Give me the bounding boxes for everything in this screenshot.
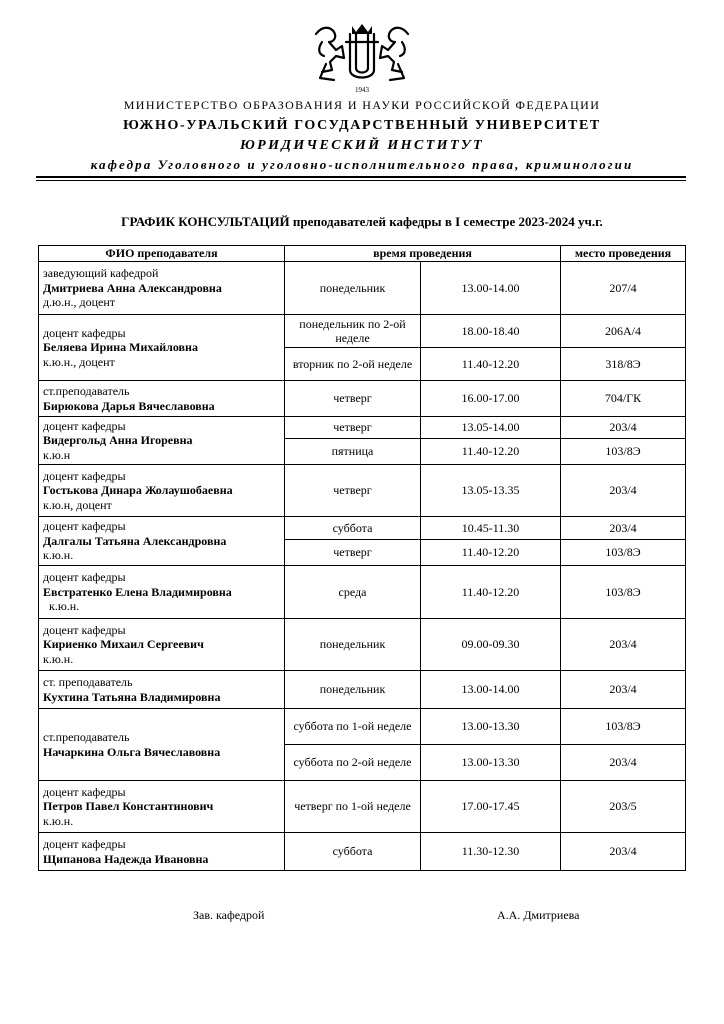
- signature-role: Зав. кафедрой: [193, 908, 265, 922]
- teacher-name: Кухтина Татьяна Владимировна: [43, 689, 221, 704]
- teacher-position: заведующий кафедрой: [43, 266, 159, 281]
- teacher-cell: [39, 833, 285, 871]
- teacher-position: доцент кафедры: [43, 519, 126, 534]
- teacher-cell: [39, 619, 285, 671]
- teacher-cell: [39, 517, 285, 566]
- logo-year: 1943: [355, 86, 369, 94]
- slot-time: 13.00-14.00: [421, 262, 561, 315]
- col-header-place: место проведения: [561, 246, 686, 262]
- slot-time: 13.05-13.35: [421, 465, 561, 517]
- teacher-position: доцент кафедры: [43, 837, 126, 852]
- table-row: [39, 619, 686, 671]
- slot-room: 203/4: [561, 833, 686, 871]
- slot-day: четверг: [285, 381, 421, 417]
- slot-time: 13.00-14.00: [421, 671, 561, 709]
- slot-time: 13.00-13.30: [421, 709, 561, 745]
- slot-room: 318/8Э: [561, 348, 686, 381]
- slot-time: 11.40-12.20: [421, 540, 561, 566]
- slot-day: суббота по 1-ой неделе: [285, 709, 421, 745]
- slot-day: четверг: [285, 540, 421, 566]
- teacher-position: доцент кафедры: [43, 784, 126, 799]
- teacher-name: Бирюкова Дарья Вячеславовна: [43, 398, 215, 413]
- teacher-degree: к.ю.н: [43, 447, 71, 462]
- table-row: [39, 781, 686, 833]
- teacher-position: ст. преподаватель: [43, 675, 133, 690]
- table-header-row: [39, 246, 686, 262]
- teacher-position: ст.преподаватель: [43, 384, 130, 399]
- teacher-cell: [39, 417, 285, 465]
- slot-time: 10.45-11.30: [421, 517, 561, 540]
- teacher-cell: [39, 315, 285, 381]
- slot-room: 203/4: [561, 671, 686, 709]
- slot-day: среда: [285, 566, 421, 619]
- table-row: [39, 417, 686, 439]
- slot-time: 09.00-09.30: [421, 619, 561, 671]
- slot-time: 11.40-12.20: [421, 439, 561, 465]
- slot-room: 206А/4: [561, 315, 686, 348]
- slot-time: 16.00-17.00: [421, 381, 561, 417]
- teacher-name: Видергольд Анна Игоревна: [43, 433, 193, 448]
- teacher-position: доцент кафедры: [43, 622, 126, 637]
- teacher-degree: к.ю.н.: [43, 813, 74, 828]
- teacher-name: Кириенко Михаил Сергеевич: [43, 637, 204, 652]
- slot-day: понедельник по 2-ой неделе: [285, 315, 421, 348]
- teacher-name: Далгалы Татьяна Александровна: [43, 533, 227, 548]
- slot-room: 103/8Э: [561, 566, 686, 619]
- teacher-cell: [39, 709, 285, 781]
- table-row: [39, 262, 686, 315]
- slot-room: 103/8Э: [561, 540, 686, 566]
- teacher-name: Начаркина Ольга Вячеславовна: [43, 744, 221, 759]
- teacher-position: доцент кафедры: [43, 570, 126, 585]
- slot-room: 203/4: [561, 417, 686, 439]
- table-row: [39, 709, 686, 745]
- slot-room: 203/4: [561, 745, 686, 781]
- slot-day: вторник по 2-ой неделе: [285, 348, 421, 381]
- consultation-schedule-table: [38, 245, 686, 871]
- teacher-name: Дмитриева Анна Александровна: [43, 280, 222, 295]
- slot-room: 203/4: [561, 517, 686, 540]
- document-title: ГРАФИК КОНСУЛЬТАЦИЙ преподавателей кафедры в I семестре 2023-2024 уч.г.: [121, 214, 603, 229]
- slot-time: 13.00-13.30: [421, 745, 561, 781]
- header-rule-thick: [36, 176, 686, 178]
- teacher-name: Гостькова Динара Жолаушобаевна: [43, 483, 233, 498]
- header-rule-thin: [36, 180, 686, 181]
- teacher-position: доцент кафедры: [43, 325, 126, 340]
- slot-room: 103/8Э: [561, 439, 686, 465]
- slot-room: 704/ГК: [561, 381, 686, 417]
- table-row: [39, 671, 686, 709]
- university-logo: [312, 20, 412, 95]
- teacher-degree: к.ю.н.: [43, 548, 74, 563]
- teacher-cell: [39, 671, 285, 709]
- table-row: [39, 517, 686, 540]
- slot-time: 11.40-12.20: [421, 348, 561, 381]
- teacher-position: доцент кафедры: [43, 468, 126, 483]
- slot-time: 11.40-12.20: [421, 566, 561, 619]
- slot-day: четверг: [285, 465, 421, 517]
- teacher-cell: [39, 262, 285, 315]
- slot-day: суббота: [285, 517, 421, 540]
- slot-day: суббота по 2-ой неделе: [285, 745, 421, 781]
- teacher-degree: к.ю.н., доцент: [43, 354, 115, 369]
- institute-name: ЮРИДИЧЕСКИЙ ИНСТИТУТ: [239, 138, 484, 153]
- teacher-position: доцент кафедры: [43, 418, 126, 433]
- col-header-time: время проведения: [285, 246, 561, 262]
- university-name: ЮЖНО-УРАЛЬСКИЙ ГОСУДАРСТВЕННЫЙ УНИВЕРСИТЕТ: [123, 118, 601, 133]
- slot-day: понедельник: [285, 671, 421, 709]
- department-name: кафедра Уголовного и уголовно-исполнительного права, криминологии: [90, 157, 634, 172]
- table-row: [39, 566, 686, 619]
- teacher-degree: к.ю.н, доцент: [43, 497, 112, 512]
- slot-day: понедельник: [285, 619, 421, 671]
- teacher-cell: [39, 566, 285, 619]
- teacher-cell: [39, 465, 285, 517]
- slot-room: 207/4: [561, 262, 686, 315]
- ministry-line: МИНИСТЕРСТВО ОБРАЗОВАНИЯ И НАУКИ РОССИЙСКОЙ ФЕДЕРАЦИИ: [123, 98, 601, 112]
- teacher-degree: д.ю.н., доцент: [43, 295, 116, 310]
- slot-time: 13.05-14.00: [421, 417, 561, 439]
- table-row: [39, 381, 686, 417]
- teacher-degree: к.ю.н.: [43, 651, 74, 666]
- slot-room: 203/4: [561, 619, 686, 671]
- teacher-name: Щипанова Надежда Ивановна: [43, 851, 209, 866]
- teacher-name: Беляева Ирина Михайловна: [43, 340, 198, 355]
- slot-room: 203/4: [561, 465, 686, 517]
- teacher-degree: к.ю.н.: [49, 599, 80, 614]
- col-header-teacher: ФИО преподавателя: [39, 246, 285, 262]
- teacher-cell: [39, 781, 285, 833]
- slot-time: 18.00-18.40: [421, 315, 561, 348]
- signature-name: А.А. Дмитриева: [497, 908, 580, 922]
- teacher-cell: [39, 381, 285, 417]
- slot-time: 17.00-17.45: [421, 781, 561, 833]
- table-row: [39, 833, 686, 871]
- slot-day: четверг: [285, 417, 421, 439]
- table-row: [39, 465, 686, 517]
- slot-room: 103/8Э: [561, 709, 686, 745]
- slot-day: пятница: [285, 439, 421, 465]
- slot-day: суббота: [285, 833, 421, 871]
- slot-time: 11.30-12.30: [421, 833, 561, 871]
- slot-room: 203/5: [561, 781, 686, 833]
- slot-day: четверг по 1-ой неделе: [285, 781, 421, 833]
- teacher-name: Евстратенко Елена Владимировна: [43, 584, 232, 599]
- teacher-name: Петров Павел Константинович: [43, 799, 214, 814]
- teacher-position: ст.преподаватель: [43, 730, 130, 745]
- slot-day: понедельник: [285, 262, 421, 315]
- table-row: [39, 315, 686, 348]
